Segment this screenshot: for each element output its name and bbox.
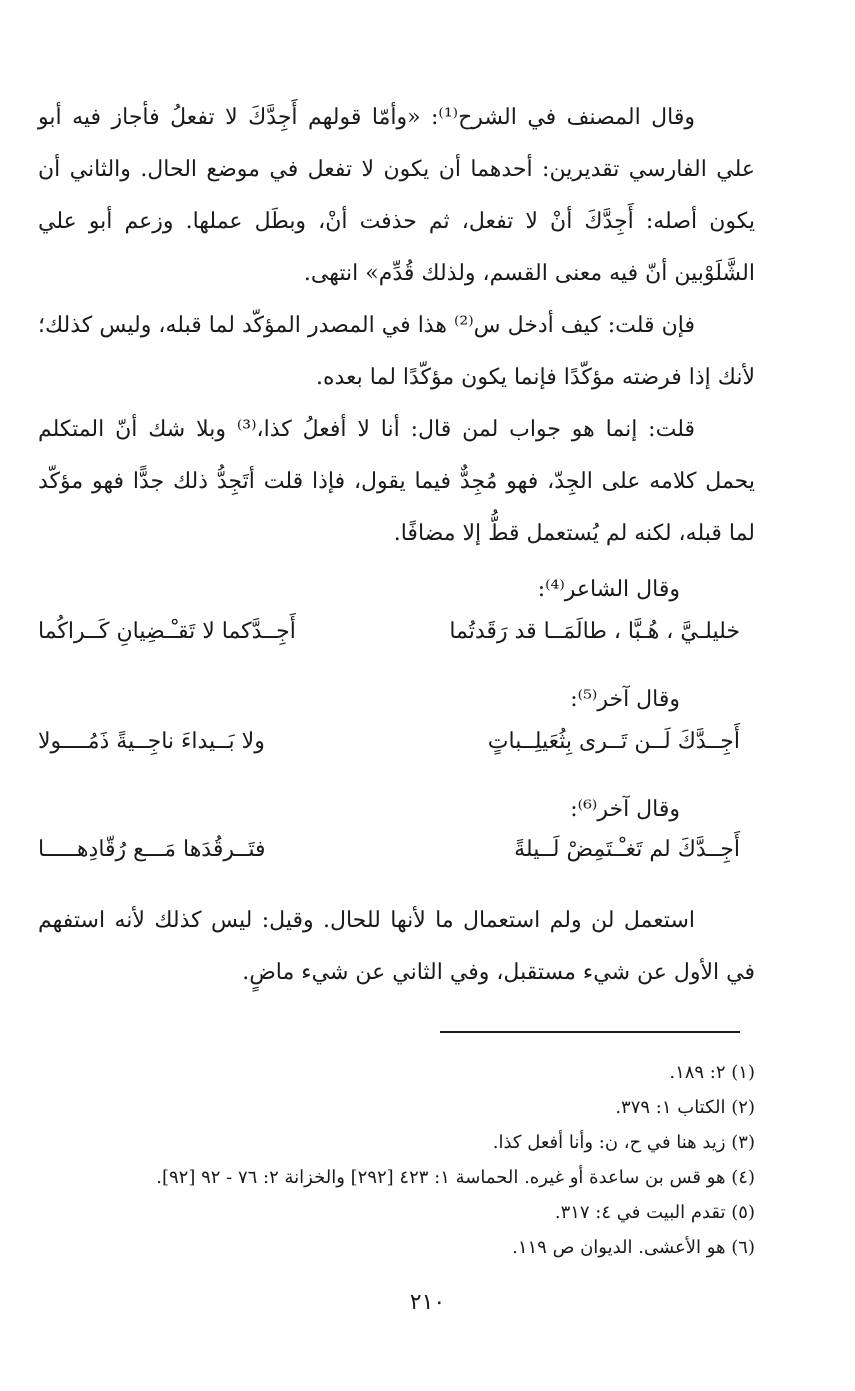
paragraph-author-commentary: وقال المصنف في الشرح⁽¹⁾: «وأمّا قولهم أَجِدَّكَ لا تفعلُ فأجاز فيه أبو علي الفارسي تقديرين: أحدهما أن يكون لا تفعل في موضع الحال. والثاني أن يكون أصله: أَجِدَّكَ أنْ لا تفعل، ثم حذفت أنْ، وبطَل عملها. وزعم أبو علي الشَّلَوْبين أنّ فيه معنى القسم، ولذلك قُدِّم» انتهى. bbox=[38, 105, 755, 286]
paragraph-usage-note: استعمل لن ولم استعمال ما لأنها للحال. وقيل: ليس كذلك لأنه استفهم في الأول عن شيء مستقبل، وفي الثاني عن شيء ماضٍ. bbox=[38, 908, 755, 985]
verse-line-3 bbox=[38, 830, 740, 870]
verse-line-2 bbox=[38, 722, 740, 762]
verse-2-first-hemistich: أَجِــدَّكَ لَــن تَــرى بِثُعَيلِــباتٍ bbox=[487, 729, 740, 754]
verse-1-second-hemistich: أَجِــدَّكما لا تَقـْـضِيانِ كَــراكُما bbox=[38, 619, 296, 644]
verse-intro-other-2: وقال آخر⁽⁶⁾: bbox=[570, 797, 680, 822]
footnote-1: (١) ٢: ١٨٩. bbox=[669, 1062, 755, 1083]
footnotes-list bbox=[40, 1055, 755, 1265]
verse-1-first-hemistich: خليلـيَّ ، هُـبَّا ، طالَمَــا قد رَقَدتُما bbox=[449, 619, 740, 644]
footnote-4: (٤) هو قس بن ساعدة أو غيره. الحماسة ١: ٤٢٣ [٢٩٢] والخزانة ٢: ٧٦ - ٩٢ [٩٢]. bbox=[156, 1167, 755, 1188]
verse-3-second-hemistich: فتَــرقُدَها مَـــع رُقّادِهـــــا bbox=[38, 837, 266, 862]
footnote-2: (٢) الكتاب ١: ٣٧٩. bbox=[615, 1097, 755, 1118]
footnote-3: (٣) زيد هنا في ح، ن: وأنا أفعل كذا. bbox=[492, 1132, 755, 1153]
paragraph-answer: قلت: إنما هو جواب لمن قال: أنا لا أفعلُ كذا،⁽³⁾ وبلا شك أنّ المتكلم يحمل كلامه على الجِدّ، فهو مُجِدٌّ فيما يقول، فإذا قلت أتَجِدُّ ذلك جدًّا فهو مؤكّد لما قبله، لكنه لم يُستعمل قطُّ إلا مضافًا. bbox=[38, 417, 755, 546]
verse-line-1 bbox=[38, 612, 740, 652]
footnote-6: (٦) هو الأعشى. الديوان ص ١١٩. bbox=[512, 1237, 755, 1258]
page-number: ٢١٠ bbox=[409, 1290, 446, 1315]
footnote-5: (٥) تقدم البيت في ٤: ٣١٧. bbox=[554, 1202, 755, 1223]
footnote-divider bbox=[440, 1031, 740, 1033]
verse-3-first-hemistich: أَجِــدَّكَ لم تَغـْـتَمِضْ لَــيلةً bbox=[514, 837, 740, 862]
verse-intro-other: وقال آخر⁽⁵⁾: bbox=[570, 687, 680, 712]
verse-2-second-hemistich: ولا بَــيداءَ ناجِــيةً ذَمُــــولا bbox=[38, 729, 265, 754]
paragraph-objection: فإن قلت: كيف أدخل س⁽²⁾ هذا في المصدر المؤكّد لما قبله، وليس كذلك؛ لأنك إذا فرضته مؤكّدًا فإنما يكون مؤكّدًا لما بعده. bbox=[38, 313, 755, 390]
verse-intro-poet: وقال الشاعر⁽⁴⁾: bbox=[537, 577, 680, 602]
